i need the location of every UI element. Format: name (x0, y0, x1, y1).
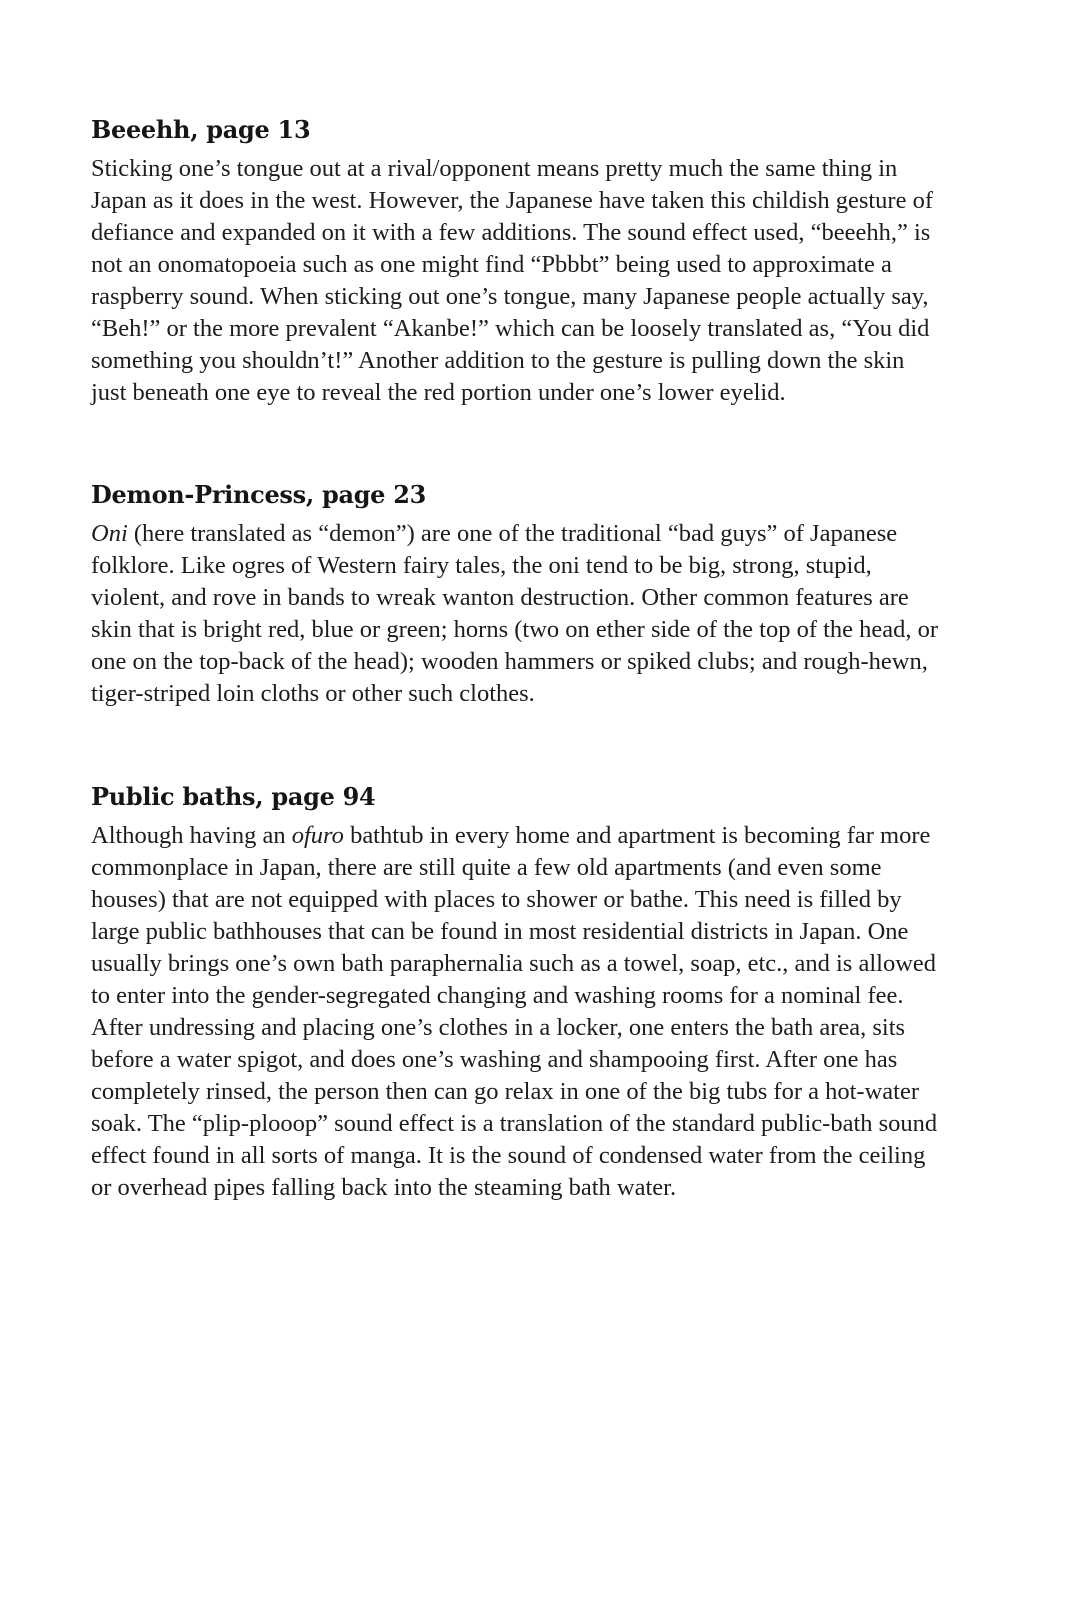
note-beeehh (91, 113, 941, 409)
note-body (91, 153, 941, 409)
note-public-baths (91, 780, 941, 1204)
note-italic-term: ofuro (291, 822, 344, 849)
note-italic-term: Oni (91, 520, 128, 547)
note-heading: Beeehh, page 13 (91, 115, 311, 144)
note-body (91, 820, 941, 1204)
note-text: Although having an (91, 822, 292, 849)
note-body (91, 518, 941, 710)
note-heading: Public baths, page 94 (91, 782, 376, 811)
note-text: (here translated as “demon”) are one of the traditional “bad guys” of Japanese folklore. Like ogres of Western fairy tales, the oni tend to be big, strong, stupid, violent, and rove in bands to wreak wanton destruction. Other common features are skin that is bright red, blue or green; horns (two on ether side of the top of the head, or one on the top-back of the head); wooden hammers or spiked clubs; and rough-hewn, tiger-striped loin cloths or other such clothes. (91, 520, 939, 707)
note-heading: Demon-Princess, page 23 (91, 480, 427, 509)
section-spacer (91, 409, 941, 478)
note-text: Sticking one’s tongue out at a rival/opponent means pretty much the same thing in Japan as it does in the west. However, the Japanese have taken this childish gesture of defiance and expanded on it with a few additions. The sound effect used, “beeehh,” is not an onomatopoeia such as one might find “Pbbbt” being used to approximate a raspberry sound. When sticking out one’s tongue, many Japanese people actually say, “Beh!” or the more prevalent “Akanbe!” which can be loosely translated as, “You did something you shouldn’t!” Another addition to the gesture is pulling down the skin just beneath one eye to reveal the red portion under one’s lower eyelid. (91, 155, 933, 406)
translation-notes-page (91, 113, 941, 1204)
note-text: bathtub in every home and apartment is becoming far more commonplace in Japan, there are still quite a few old apartments (and even some houses) that are not equipped with places to shower or bathe. This need is filled by large public bathhouses that can be found in most residential districts in Japan. One usually brings one’s own bath paraphernalia such as a towel, soap, etc., and is allowed to enter into the gender-segregated changing and washing rooms for a nominal fee. After undressing and placing one’s clothes in a locker, one enters the bath area, sits before a water spigot, and does one’s washing and shampooing first. After one has completely rinsed, the person then can go relax in one of the big tubs for a hot-water soak. The “plip-plooop” sound effect is a translation of the standard public-bath sound effect found in all sorts of manga. It is the sound of condensed water from the ceiling or overhead pipes falling back into the steaming bath water. (91, 822, 938, 1201)
section-spacer (91, 710, 941, 780)
note-demon-princess (91, 478, 941, 710)
